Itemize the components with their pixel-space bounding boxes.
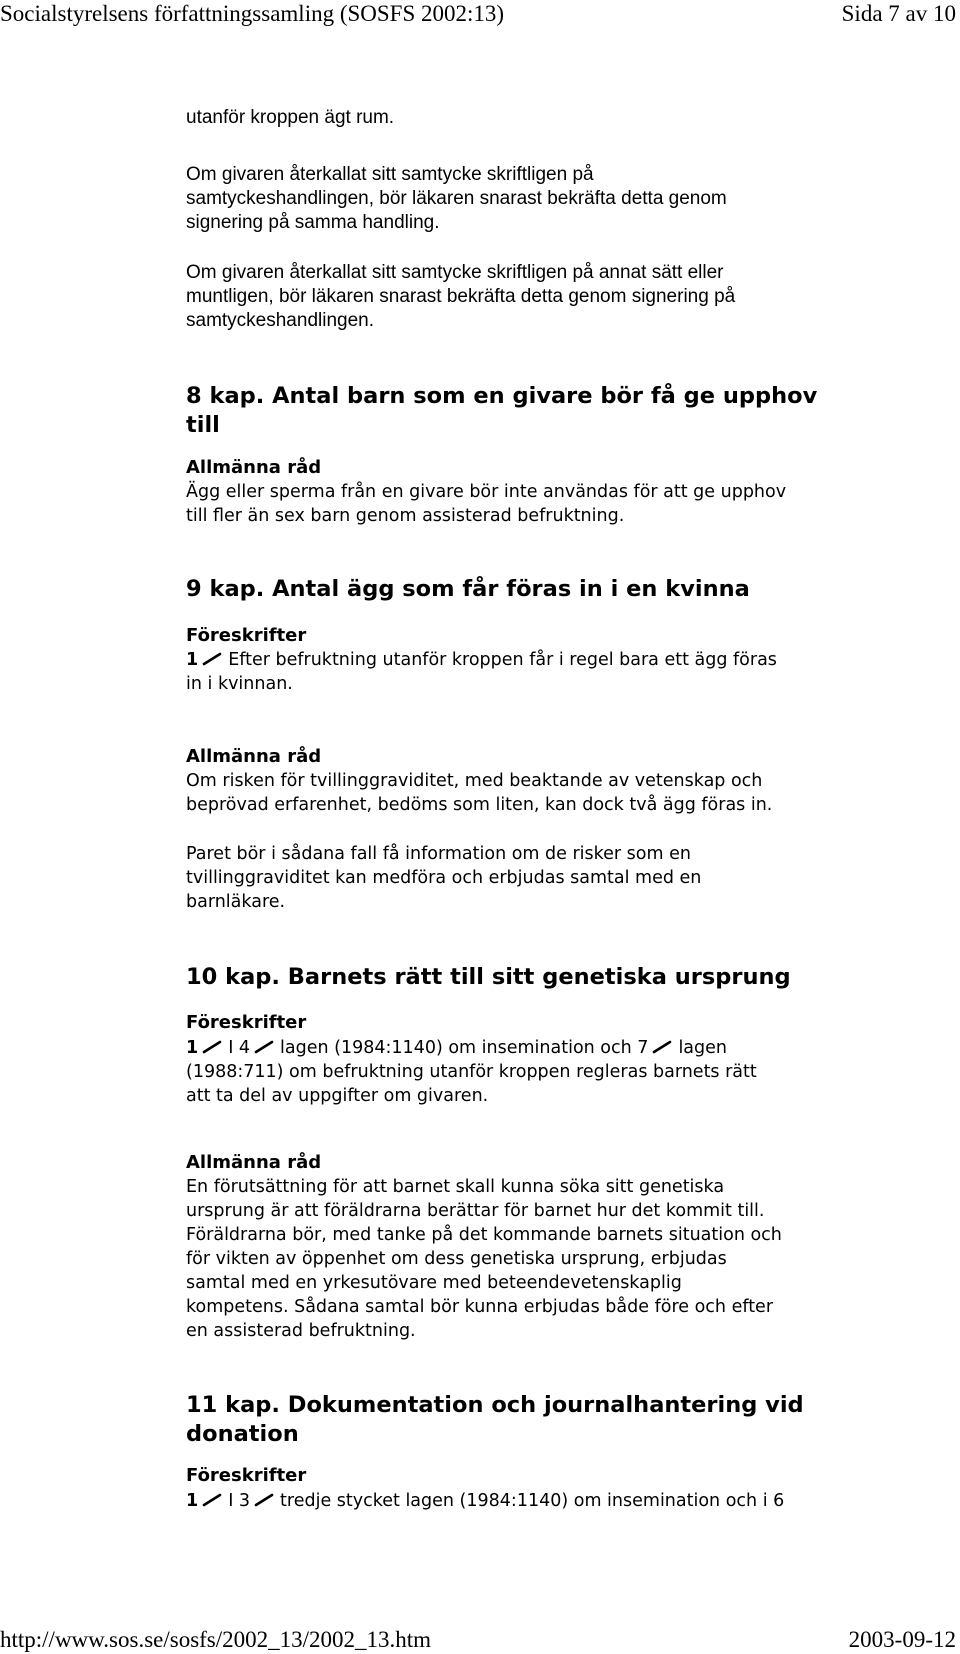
text-line: för vikten av öppenhet om dess genetiska ursprung, erbjudas [186, 1249, 727, 1269]
text-line: (1988:711) om befruktning utanför kroppen regleras barnets rätt [186, 1062, 757, 1082]
chapter-heading [186, 382, 886, 440]
text-line: Om givaren återkallat sitt samtycke skriftligen på annat sätt eller [186, 262, 724, 283]
text-line: en assisterad befruktning. [186, 1321, 416, 1341]
text-line: Föräldrarna bör, med tanke på det kommande barnets situation och [186, 1225, 782, 1245]
section-sign-icon [202, 650, 222, 668]
paragraph [186, 106, 886, 130]
paragraph [186, 163, 886, 235]
text-line: Om givaren återkallat sitt samtycke skriftligen på [186, 164, 594, 185]
text-line: Paret bör i sådana fall få information om de risker som en [186, 844, 691, 864]
paragraph-number: 1 [186, 1038, 199, 1058]
text-line [186, 1489, 886, 1513]
paragraph-number: 1 [186, 650, 199, 670]
rule-text: tredje stycket lagen (1984:1140) om insemination och i 6 [280, 1491, 785, 1511]
chapter-heading [186, 1391, 886, 1449]
chapter-heading [186, 963, 886, 992]
text-line: in i kvinnan. [186, 674, 293, 694]
section-label: Föreskrifter [186, 1465, 307, 1486]
rule-paragraph [186, 648, 886, 696]
text-line: muntligen, bör läkaren snarast bekräfta detta genom signering på [186, 286, 736, 307]
rule-paragraph [186, 1489, 886, 1513]
heading-line: 10 kap. Barnets rätt till sitt genetiska ursprung [186, 964, 791, 990]
section-label: Allmänna råd [186, 746, 322, 767]
section-label: Allmänna råd [186, 457, 322, 478]
print-date: 2003-09-12 [848, 1627, 956, 1652]
paragraph [186, 261, 886, 333]
document-title: Socialstyrelsens författningssamling (SOSFS 2002:13) [0, 1, 505, 26]
text-line [186, 1036, 886, 1060]
rule-text: lagen (1984:1140) om insemination och 7 [280, 1038, 649, 1058]
paragraph [186, 842, 886, 914]
text-line: En förutsättning för att barnet skall kunna söka sitt genetiska [186, 1177, 725, 1197]
text-line: barnläkare. [186, 892, 286, 912]
heading-line: till [186, 412, 220, 438]
paragraph-number: 1 [186, 1491, 199, 1511]
heading-line: 11 kap. Dokumentation och journalhantering vid [186, 1392, 804, 1418]
text-line: ursprung är att föräldrarna berättar för barnet hur det kommit till. [186, 1201, 765, 1221]
section-sign-icon [202, 1038, 222, 1056]
rule-text: Efter befruktning utanför kroppen får i regel bara ett ägg föras [228, 650, 777, 670]
text-line: att ta del av uppgifter om givaren. [186, 1086, 489, 1106]
text-line: kompetens. Sådana samtal bör kunna erbjudas både före och efter [186, 1297, 774, 1317]
heading-line: 8 kap. Antal barn som en givare bör få ge upphov [186, 383, 818, 409]
section-label: Föreskrifter [186, 1012, 307, 1033]
text-line: tvillinggraviditet kan medföra och erbjudas samtal med en [186, 868, 702, 888]
section-sign-icon [202, 1491, 222, 1509]
rule-text: lagen [678, 1038, 727, 1058]
section-label: Föreskrifter [186, 625, 307, 646]
text-line: beprövad erfarenhet, bedöms som liten, kan dock två ägg föras in. [186, 795, 773, 815]
text-line: samtyckeshandlingen. [186, 310, 374, 331]
rule-text: I 4 [228, 1038, 251, 1058]
source-url-link[interactable]: http://www.sos.se/sosfs/2002_13/2002_13.htm [0, 1627, 432, 1652]
heading-line: donation [186, 1421, 299, 1447]
heading-line: 9 kap. Antal ägg som får föras in i en kvinna [186, 576, 750, 602]
text-line: till fler än sex barn genom assisterad befruktning. [186, 506, 625, 526]
page-header [0, 0, 960, 40]
text-line: Ägg eller sperma från en givare bör inte användas för att ge upphov [186, 482, 787, 502]
rule-text: I 3 [228, 1491, 251, 1511]
text-line: samtal med en yrkesutövare med beteendevetenskaplig [186, 1273, 682, 1293]
page-footer [0, 1626, 960, 1654]
paragraph [186, 1175, 886, 1343]
text-line [186, 648, 886, 672]
chapter-heading [186, 575, 886, 604]
section-sign-icon [254, 1491, 274, 1509]
text-line: Om risken för tvillinggraviditet, med beaktande av vetenskap och [186, 771, 763, 791]
page-number: Sida 7 av 10 [841, 1, 956, 26]
text-line: utanför kroppen ägt rum. [186, 107, 395, 128]
rule-paragraph [186, 1036, 886, 1108]
text-line: samtyckeshandlingen, bör läkaren snarast bekräfta detta genom [186, 188, 727, 209]
paragraph [186, 769, 886, 817]
section-sign-icon [652, 1038, 672, 1056]
text-line: signering på samma handling. [186, 212, 440, 233]
paragraph [186, 480, 886, 528]
section-sign-icon [254, 1038, 274, 1056]
section-label: Allmänna råd [186, 1152, 322, 1173]
